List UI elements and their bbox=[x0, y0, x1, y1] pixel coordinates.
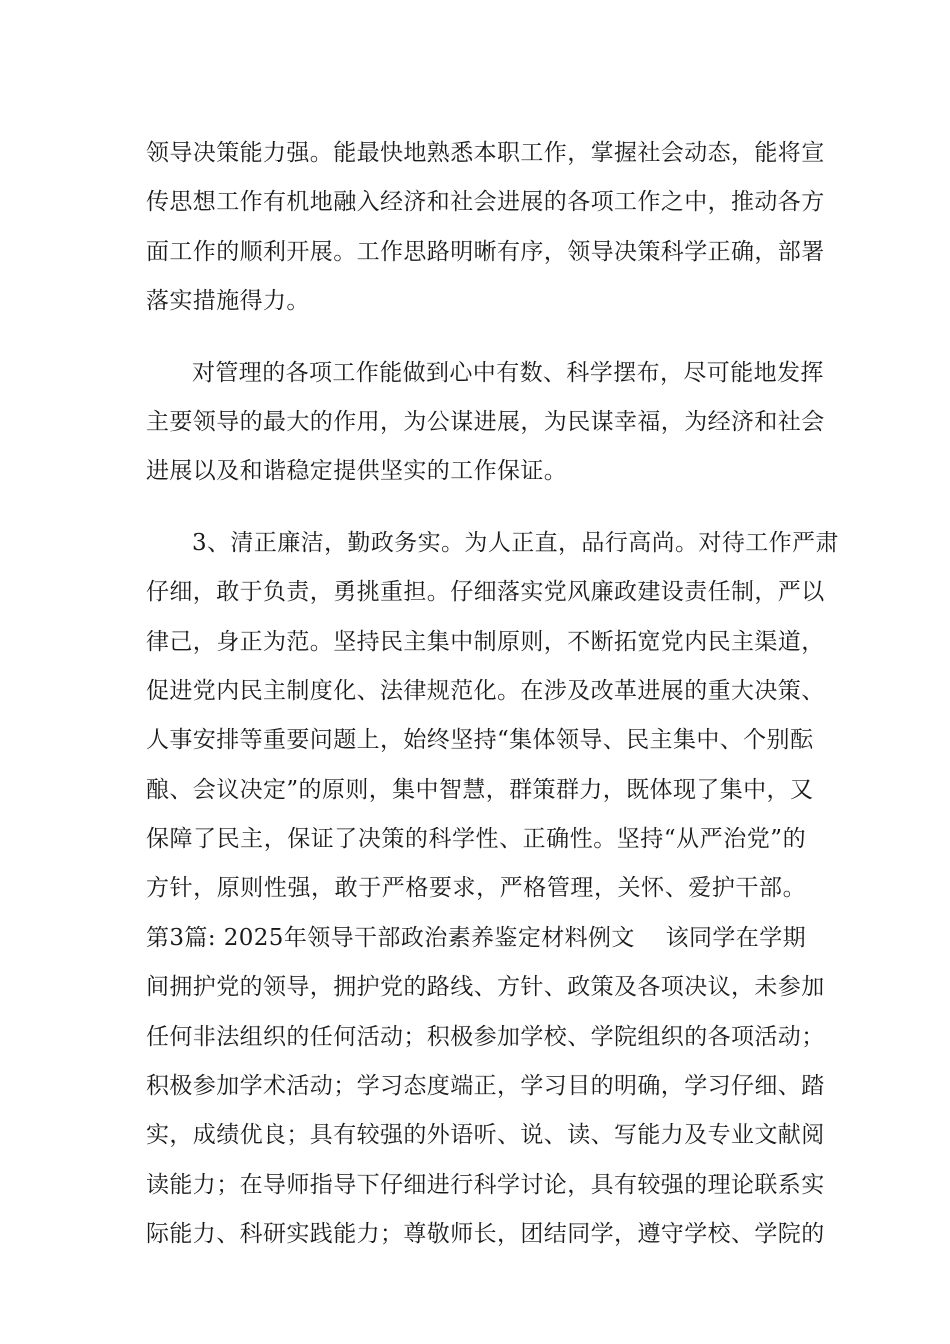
paragraph-1 bbox=[146, 129, 825, 327]
section-title: 第3篇: 2025年领导干部政治素养鉴定材料例文 bbox=[146, 924, 635, 951]
text-line: 落实措施得力。 bbox=[146, 288, 310, 315]
text-line: 对管理的各项工作能做到心中有数、科学摆布，尽可能地发挥 bbox=[192, 359, 824, 386]
text-line: 人事安排等重要问题上，始终坚持“集体领导、民主集中、个别酝 bbox=[146, 727, 814, 754]
text-line: 仔细，敢于负责，勇挑重担。仔细落实党风廉政建设责任制，严以 bbox=[146, 579, 825, 606]
text-line: 读能力；在导师指导下仔细进行科学讨论，具有较强的理论联系实 bbox=[146, 1171, 825, 1198]
text-line: 3、清正廉洁，勤政务实。为人正直，品行高尚。对待工作严肃 bbox=[192, 529, 839, 556]
text-line: 传思想工作有机地融入经济和社会进展的各项工作之中，推动各方 bbox=[146, 189, 825, 216]
text-line: 进展以及和谐稳定提供坚实的工作保证。 bbox=[146, 458, 568, 485]
paragraph-3 bbox=[146, 519, 839, 914]
text-line: 际能力、科研实践能力；尊敬师长，团结同学，遵守学校、学院的 bbox=[146, 1221, 825, 1248]
text-line: 积极参加学术活动；学习态度端正，学习目的明确，学习仔细、踏 bbox=[146, 1073, 825, 1100]
text-line: 律己，身正为范。坚持民主集中制原则，不断拓宽党内民主渠道， bbox=[146, 628, 825, 655]
text-line: 方针，原则性强，敢于严格要求，严格管理，关怀、爱护干部。 bbox=[146, 875, 806, 902]
text-line: 间拥护党的领导，拥护党的路线、方针、政策及各项决议，未参加 bbox=[146, 974, 825, 1001]
text-line: 领导决策能力强。能最快地熟悉本职工作，掌握社会动态，能将宣 bbox=[146, 140, 825, 166]
paragraph-gap bbox=[146, 327, 806, 349]
paragraph-2 bbox=[146, 349, 825, 497]
text-line: 酿、会议决定”的原则，集中智慧，群策群力，既体现了集中，又 bbox=[146, 776, 814, 803]
text-line: 主要领导的最大的作用，为公谋进展，为民谋幸福，为经济和社会 bbox=[146, 408, 825, 435]
text-line: 保障了民主，保证了决策的科学性、正确性。坚持“从严治党”的 bbox=[146, 826, 806, 853]
text-line: 促进党内民主制度化、法律规范化。在涉及改革进展的重大决策、 bbox=[146, 677, 825, 704]
section-title-line bbox=[146, 914, 806, 963]
text-line: 实，成绩优良；具有较强的外语听、说、读、写能力及专业文献阅 bbox=[146, 1122, 825, 1149]
text-line: 面工作的顺利开展。工作思路明晰有序，领导决策科学正确，部署 bbox=[146, 238, 825, 265]
section-3 bbox=[146, 914, 825, 1260]
document-body bbox=[146, 129, 839, 1260]
text-line: 任何非法组织的任何活动；积极参加学校、学院组织的各项活动； bbox=[146, 1023, 825, 1050]
section-title-tail: 该同学在学期 bbox=[665, 924, 806, 951]
paragraph-gap bbox=[146, 497, 806, 519]
